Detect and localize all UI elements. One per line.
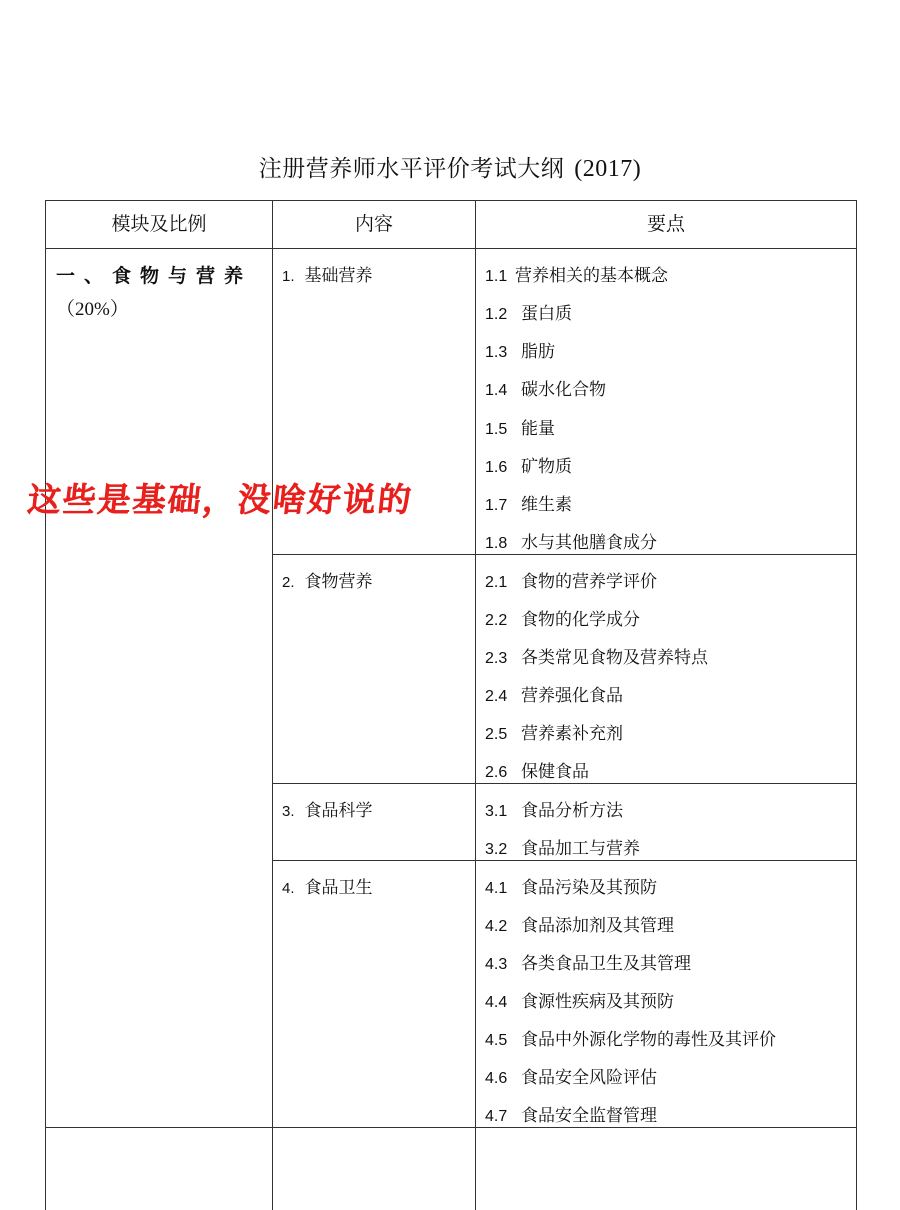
- point-item: [485, 452, 572, 477]
- handwritten-annotation: 这些是基础，没啥好说的: [25, 480, 415, 519]
- content-label: 食品科学: [304, 801, 373, 821]
- point-item: [485, 261, 668, 286]
- content-item: [282, 261, 373, 286]
- point-item: [485, 414, 555, 439]
- point-text: 食物的化学成分: [521, 610, 640, 630]
- point-text: 营养强化食品: [521, 686, 623, 706]
- point-number: 1.8: [485, 535, 508, 552]
- point-number: 1.5: [485, 421, 508, 438]
- point-item: [485, 834, 640, 859]
- point-text: 食源性疾病及其预防: [521, 992, 674, 1012]
- row-divider: [272, 554, 856, 555]
- content-item: [282, 567, 373, 592]
- column-divider: [475, 201, 476, 1210]
- title-year: (2017): [574, 156, 642, 182]
- document-title: [0, 150, 900, 183]
- content-item: [282, 796, 373, 821]
- point-text: 营养相关的基本概念: [515, 266, 668, 286]
- point-item: [485, 1063, 657, 1088]
- point-number: 2.3: [485, 650, 508, 667]
- point-text: 各类常见食物及营养特点: [521, 648, 708, 668]
- point-item: [485, 719, 623, 744]
- point-number: 1.4: [485, 382, 508, 399]
- point-item: [485, 605, 640, 630]
- point-number: 2.4: [485, 688, 508, 705]
- point-number: 3.2: [485, 841, 508, 858]
- point-text: 食品添加剂及其管理: [521, 916, 674, 936]
- point-text: 维生素: [521, 495, 572, 515]
- content-item: [282, 873, 373, 898]
- point-text: 脂肪: [521, 342, 555, 362]
- point-number: 4.5: [485, 1032, 508, 1049]
- content-number: 1.: [282, 268, 295, 285]
- point-number: 1.6: [485, 459, 508, 476]
- point-text: 食物的营养学评价: [521, 572, 657, 592]
- point-item: [485, 643, 708, 668]
- point-number: 4.2: [485, 918, 508, 935]
- point-number: 4.4: [485, 994, 508, 1011]
- syllabus-table: [45, 200, 857, 1210]
- point-item: [485, 987, 674, 1012]
- point-number: 2.6: [485, 764, 508, 781]
- content-number: 4.: [282, 880, 295, 897]
- module-percentage: （20%）: [56, 299, 129, 320]
- row-divider: [272, 783, 856, 784]
- row-divider: [272, 860, 856, 861]
- module-cell: [56, 259, 266, 327]
- point-item: [485, 796, 623, 821]
- point-item: [485, 1025, 776, 1050]
- point-text: 营养素补充剂: [521, 724, 623, 744]
- title-text: 注册营养师水平评价考试大纲: [258, 156, 565, 182]
- point-item: [485, 375, 606, 400]
- content-number: 2.: [282, 574, 295, 591]
- point-number: 4.3: [485, 956, 508, 973]
- point-item: [485, 911, 674, 936]
- point-text: 矿物质: [521, 457, 572, 477]
- point-number: 2.1: [485, 574, 508, 591]
- point-text: 食品安全风险评估: [521, 1068, 657, 1088]
- point-number: 1.3: [485, 344, 508, 361]
- content-label: 食物营养: [304, 572, 373, 592]
- point-text: 能量: [521, 419, 555, 439]
- point-item: [485, 949, 691, 974]
- point-item: [485, 567, 657, 592]
- point-item: [485, 873, 657, 898]
- point-number: 4.1: [485, 880, 508, 897]
- point-text: 蛋白质: [521, 304, 572, 324]
- point-text: 食品加工与营养: [521, 839, 640, 859]
- column-divider: [272, 201, 273, 1210]
- point-text: 保健食品: [521, 762, 589, 782]
- row-divider: [46, 1127, 856, 1128]
- point-number: 2.2: [485, 612, 508, 629]
- point-item: [485, 490, 572, 515]
- point-text: 食品安全监督管理: [521, 1106, 657, 1126]
- header-module: 模块及比例: [111, 213, 207, 235]
- header-points: 要点: [646, 213, 685, 235]
- point-number: 1.7: [485, 497, 508, 514]
- header-divider: [46, 248, 856, 249]
- point-text: 水与其他膳食成分: [521, 533, 657, 553]
- point-text: 食品分析方法: [521, 801, 623, 821]
- point-number: 4.6: [485, 1070, 508, 1087]
- point-item: [485, 299, 572, 324]
- point-number: 4.7: [485, 1108, 508, 1125]
- content-number: 3.: [282, 803, 295, 820]
- content-label: 食品卫生: [304, 878, 373, 898]
- point-item: [485, 528, 657, 553]
- point-item: [485, 681, 623, 706]
- point-number: 2.5: [485, 726, 508, 743]
- point-text: 碳水化合物: [521, 380, 606, 400]
- point-text: 各类食品卫生及其管理: [521, 954, 691, 974]
- point-number: 1.2: [485, 306, 508, 323]
- point-text: 食品中外源化学物的毒性及其评价: [521, 1030, 776, 1050]
- point-item: [485, 337, 555, 362]
- content-label: 基础营养: [304, 266, 373, 286]
- point-item: [485, 757, 589, 782]
- point-number: 3.1: [485, 803, 508, 820]
- module-name: 一、食物与营养: [56, 265, 253, 287]
- point-text: 食品污染及其预防: [521, 878, 657, 898]
- point-item: [485, 1101, 657, 1126]
- header-content: 内容: [354, 213, 393, 235]
- point-number: 1.1: [485, 268, 508, 285]
